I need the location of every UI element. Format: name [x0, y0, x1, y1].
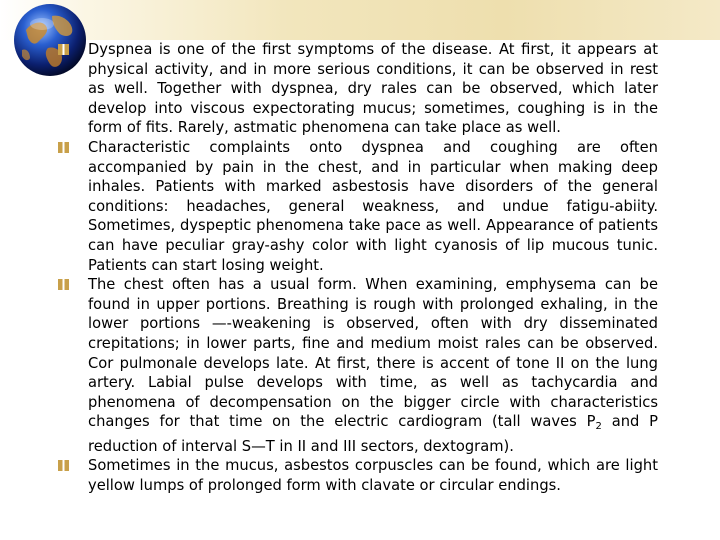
subscript: 2 [595, 421, 602, 433]
bullet-item [58, 40, 658, 138]
bullet-text-part: and P reduction of interval S—T in II and III sectors, dextogram). [88, 413, 659, 455]
bullet-marker-icon [58, 279, 69, 290]
bullet-text-part: The chest often has a usual form. When examining, emphysema can be found in upper portions. Breathing is rough with prolonged exhaling, in the lower portions —-weakening is observed, often with dry disseminated crepitations; in lower parts, fine and medium moist rales can be observed. Cor pulmonale develops late. At first, there is accent of tone II on the lung artery. Labial pulse develops with time, as well as tachycardia and phenomena of decompensation on the bigger circle with characteristics changes for that time on the electric cardiogram (tall waves P [88, 276, 658, 431]
bullet-text [88, 276, 658, 455]
bullet-item [58, 456, 658, 495]
bullet-list [58, 40, 658, 496]
bullet-marker-icon [58, 142, 69, 153]
bullet-text: Characteristic complaints onto dyspnea and coughing are often accompanied by pain in the chest, and in particular when making deep inhales. Patients with marked asbestosis have disorders of the general conditions: headaches, general weakness, and undue fatigu-abiity. Sometimes, dyspeptic phenomena take pace as well. Appearance of patients can have peculiar gray-ashy color with light cyanosis of lip mucous tunic. Patients can start losing weight. [88, 138, 658, 274]
bullet-marker-icon [58, 44, 69, 55]
header-band [0, 0, 720, 40]
bullet-item [58, 138, 658, 275]
bullet-item [58, 275, 658, 456]
bullet-text: Dyspnea is one of the first symptoms of the disease. At first, it appears at physical activity, and in more serious conditions, it can be observed in rest as well. Together with dyspnea, dry rales can be observed, which later develop into viscous expectorating mucus; sometimes, coughing is in the form of fits. Rarely, astmatic phenomena can take place as well. [88, 41, 658, 137]
bullet-text: Sometimes in the mucus, asbestos corpuscles can be found, which are light yellow lumps of prolonged form with clavate or circular endings. [88, 457, 658, 495]
bullet-marker-icon [58, 460, 69, 471]
